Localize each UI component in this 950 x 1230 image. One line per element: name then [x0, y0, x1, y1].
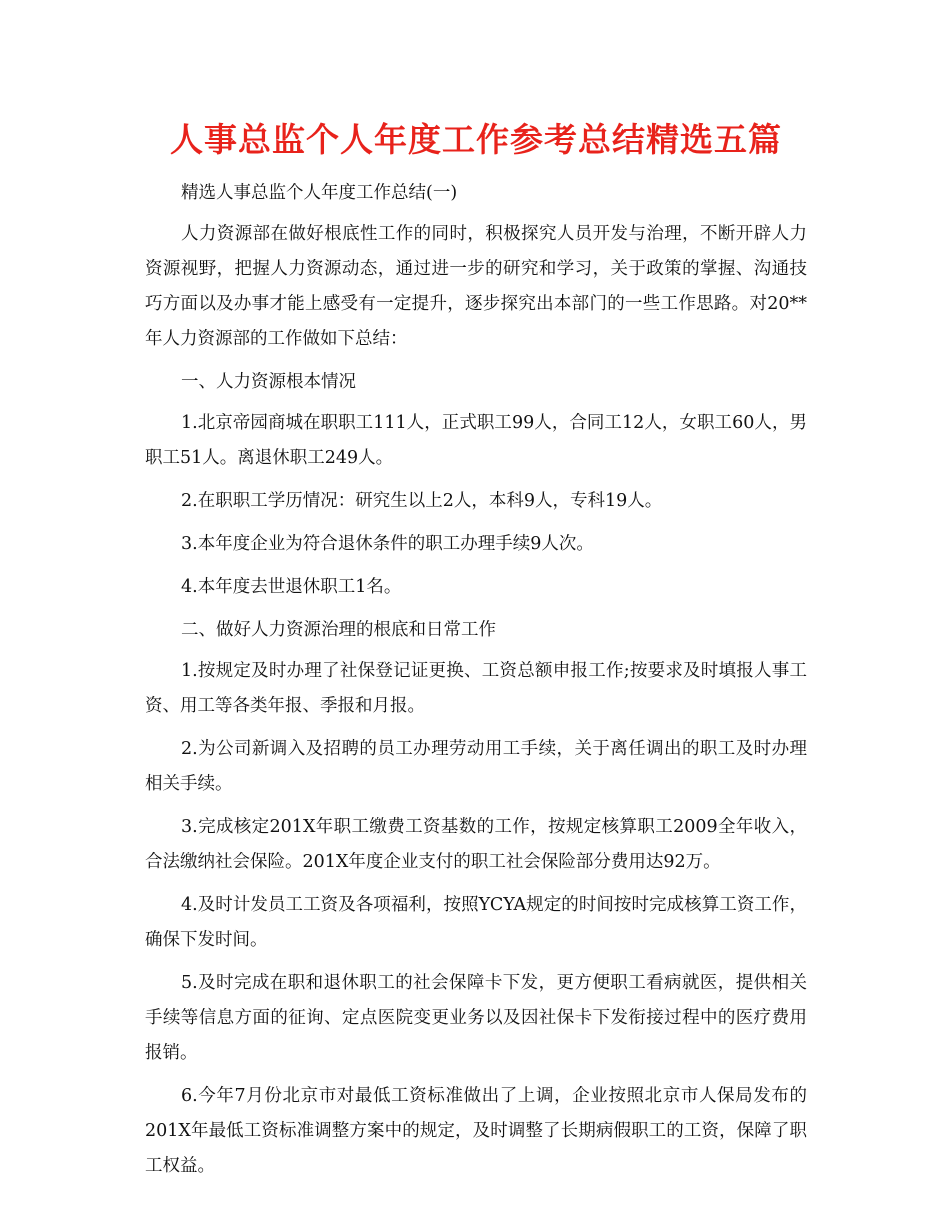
list-item: 1.按规定及时办理了社保登记证更换、工资总额申报工作;按要求及时填报人事工资、用工等各类年报、季报和月报。: [145, 661, 807, 716]
list-item: 4.及时计发员工工资及各项福利，按照YCYA规定的时间按时完成核算工资工作，确保下发时间。: [145, 895, 807, 950]
list-item: 3.完成核定201X年职工缴费工资基数的工作，按规定核算职工2009全年收入，合法缴纳社会保险。201X年度企业支付的职工社会保险部分费用达92万。: [145, 817, 807, 872]
list-item: 5.及时完成在职和退休职工的社会保障卡下发，更方便职工看病就医，提供相关手续等信息方面的征询、定点医院变更业务以及因社保卡下发衔接过程中的医疗费用报销。: [145, 973, 807, 1063]
document-title: 人事总监个人年度工作参考总结精选五篇: [170, 120, 782, 159]
list-item: 1.北京帝园商城在职职工111人，正式职工99人，合同工12人，女职工60人，男职工51人。离退休职工249人。: [145, 413, 807, 468]
list-item: 6.今年7月份北京市对最低工资标准做出了上调，企业按照北京市人保局发布的201X年最低工资标准调整方案中的规定，及时调整了长期病假职工的工资，保障了职工权益。: [145, 1086, 807, 1176]
section-heading-2: 二、做好人力资源治理的根底和日常工作: [181, 620, 496, 640]
section-heading-1: 一、人力资源根本情况: [181, 372, 356, 392]
list-item: 2.在职职工学历情况：研究生以上2人，本科9人，专科19人。: [181, 491, 663, 511]
list-item: 2.为公司新调入及招聘的员工办理劳动用工手续，关于离任调出的职工及时办理相关手续。: [145, 739, 807, 794]
list-item: 3.本年度企业为符合退休条件的职工办理手续9人次。: [181, 534, 594, 554]
paragraph-intro: 人力资源部在做好根底性工作的同时，积极探究人员开发与治理，不断开辟人力资源视野，把握人力资源动态，通过进一步的研究和学习，关于政策的掌握、沟通技巧方面以及办事才能上感受有一定提升，逐步探究出本部门的一些工作思路。对20**年人力资源部的工作做如下总结：: [145, 224, 807, 349]
section-subtitle: 精选人事总监个人年度工作总结(一): [181, 183, 458, 203]
list-item: 4.本年度去世退休职工1名。: [181, 577, 402, 597]
document-page: [145, 118, 807, 1192]
